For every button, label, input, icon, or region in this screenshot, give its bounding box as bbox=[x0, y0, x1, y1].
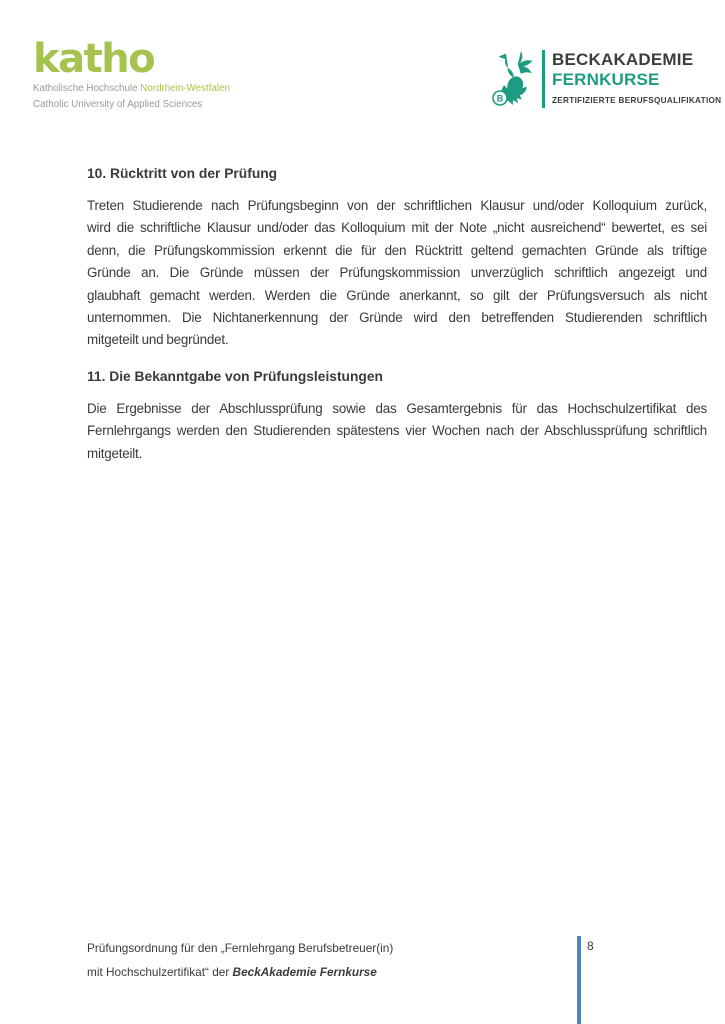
katho-wordmark: katho bbox=[33, 36, 155, 82]
footer-line1: Prüfungsordnung für den „Fernlehrgang Berufsbetreuer(in) bbox=[87, 941, 394, 955]
page-number-accent-bar bbox=[577, 936, 581, 1024]
katho-subtitle-gray: Katholische Hochschule bbox=[33, 83, 141, 94]
paragraph-line: wird die schriftliche Klausur und/oder das Kolloquium mit der Note „nicht ausreichend“ bewertet, es sei bbox=[87, 220, 707, 236]
beck-title: BECKAKADEMIE bbox=[552, 50, 694, 69]
paragraph-line: glaubhaft gemacht werden. Werden die Gründe anerkannt, so gilt der Prüfungsversuch als nicht bbox=[87, 287, 707, 303]
page-number: 8 bbox=[587, 939, 594, 953]
section-10-paragraph bbox=[87, 195, 707, 352]
paragraph-line: Die Ergebnisse der Abschlussprüfung sowie das Gesamtergebnis für das Hochschulzertifikat des bbox=[87, 400, 707, 416]
paragraph-line: denn, die Prüfungskommission erkennt die für den Rücktritt geltend gemachten Gründe als triftige bbox=[87, 242, 707, 258]
section-10-heading: 10. Rücktritt von der Prüfung bbox=[87, 166, 278, 181]
document-body bbox=[87, 163, 707, 465]
section-11-heading: 11. Die Bekanntgabe von Prüfungsleistungen bbox=[87, 368, 383, 384]
beck-logo-text bbox=[552, 50, 721, 105]
section-11-paragraph bbox=[87, 398, 707, 465]
footer-line2 bbox=[87, 960, 393, 984]
griffin-icon bbox=[492, 50, 536, 108]
beck-b-letter: B bbox=[496, 93, 504, 104]
paragraph-line: Gründe an. Die Gründe müssen der Prüfungskommission unverzüglich schriftlich angezeigt und bbox=[87, 265, 707, 281]
katho-subtitle-green: Nordrhein-Westfalen bbox=[140, 83, 230, 94]
katho-subtitle-line1 bbox=[33, 83, 230, 96]
paragraph-line: Fernlehrgangs werden den Studierenden spätestens vier Wochen nach der Abschlussprüfung schriftlich bbox=[87, 423, 707, 439]
footer-publisher-name: BeckAkademie Fernkurse bbox=[232, 965, 377, 979]
footer-line2-prefix: mit Hochschulzertifikat“ der bbox=[87, 965, 233, 979]
katho-subtitle-line2: Catholic University of Applied Sciences bbox=[33, 98, 203, 110]
footer-text bbox=[87, 936, 393, 984]
beck-divider-bar bbox=[542, 50, 545, 108]
paragraph-line: Treten Studierende nach Prüfungsbeginn von der schriftlichen Klausur und/oder Kolloquium zurück, bbox=[87, 198, 707, 213]
beckakademie-logo bbox=[492, 50, 721, 108]
paragraph-line: mitgeteilt. bbox=[87, 445, 143, 461]
paragraph-line: unternommen. Die Nichtanerkennung der Gründe wird den betreffenden Studierenden schriftlich bbox=[87, 310, 707, 326]
katho-logo bbox=[33, 38, 230, 111]
beck-tagline: ZERTIFIZIERTE BERUFSQUALIFIKATION bbox=[552, 96, 722, 105]
beck-subtitle: FERNKURSE bbox=[552, 70, 660, 89]
paragraph-line: mitgeteilt und begründet. bbox=[87, 332, 229, 348]
